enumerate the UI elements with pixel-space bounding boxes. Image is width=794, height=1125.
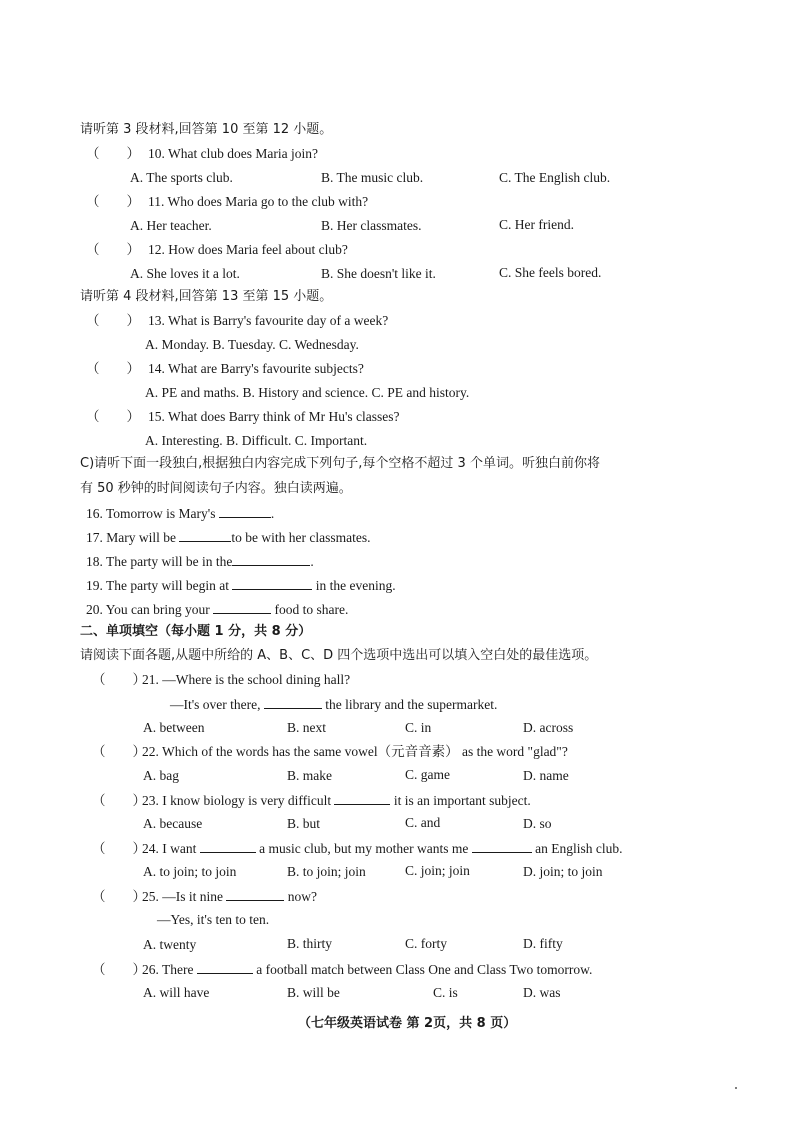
answer-bracket[interactable]: （ ） xyxy=(92,889,146,904)
option-c: C. join; join xyxy=(405,863,470,878)
option-c: C. and xyxy=(405,815,441,830)
question-25 xyxy=(92,887,317,906)
option-a: A. between xyxy=(143,720,205,735)
option-d: D. join; to join xyxy=(523,864,603,879)
option-a: A. Her teacher. xyxy=(130,218,212,233)
question-16 xyxy=(86,504,274,523)
option-a: A. will have xyxy=(143,985,210,1000)
answer-bracket[interactable]: （ ） xyxy=(86,146,140,161)
question-text-end: the library and the supermarket. xyxy=(325,697,498,712)
option-a: A. The sports club. xyxy=(130,170,233,185)
question-23 xyxy=(92,791,531,810)
option-b: B. thirty xyxy=(287,936,333,951)
fill-blank[interactable] xyxy=(264,695,322,709)
options-row: A. Monday. B. Tuesday. C. Wednesday. xyxy=(145,337,359,352)
page-footer: （七年级英语试卷 第 2页，共 8 页） xyxy=(298,1016,517,1031)
fill-blank[interactable] xyxy=(197,960,253,974)
fill-blank[interactable] xyxy=(232,552,310,566)
option-d: D. so xyxy=(523,816,552,831)
question-17 xyxy=(86,528,370,547)
option-a: A. twenty xyxy=(143,937,197,952)
option-d: D. fifty xyxy=(523,936,563,951)
answer-bracket[interactable]: （ ） xyxy=(92,672,146,687)
question-text: 21. —Where is the school dining hall? xyxy=(142,672,351,687)
question-19 xyxy=(86,576,396,595)
answer-bracket[interactable]: （ ） xyxy=(92,793,146,808)
option-d: D. across xyxy=(523,720,574,735)
option-b: B. Her classmates. xyxy=(321,218,422,233)
option-c: C. is xyxy=(433,985,458,1000)
option-b: B. to join; join xyxy=(287,864,366,879)
answer-bracket[interactable]: （ ） xyxy=(92,962,146,977)
question-18 xyxy=(86,552,314,571)
option-a: A. to join; to join xyxy=(143,864,237,879)
answer-bracket[interactable]: （ ） xyxy=(92,744,146,759)
option-b: B. make xyxy=(287,768,332,783)
question-21 xyxy=(92,671,350,689)
question-text: 12. How does Maria feel about club? xyxy=(148,242,348,257)
option-a: A. bag xyxy=(143,768,179,783)
option-c: C. in xyxy=(405,720,432,735)
question-text: 10. What club does Maria join? xyxy=(148,146,318,161)
options-row: A. PE and maths. B. History and science. C. PE and history. xyxy=(145,385,470,400)
question-10 xyxy=(86,145,318,163)
question-text-middle: a music club, but my mother wants me xyxy=(259,841,469,856)
answer-bracket[interactable]: （ ） xyxy=(86,194,140,209)
question-text-end: . xyxy=(270,506,275,521)
option-a: A. because xyxy=(143,816,203,831)
scan-speck xyxy=(735,1087,737,1089)
partC-instructions-line1: C)请听下面一段独白,根据独白内容完成下列句子,每个空格不超过 3 个单词。听独白前你将 xyxy=(80,456,600,471)
question-25-line2: —Yes, it's ten to ten. xyxy=(157,912,270,927)
question-11 xyxy=(86,193,368,211)
option-b: B. next xyxy=(287,720,326,735)
question-text: 18. The party will be in the xyxy=(86,554,233,569)
option-c: C. game xyxy=(405,767,450,782)
section4-intro: 请听第 4 段材料,回答第 13 至第 15 小题。 xyxy=(80,289,333,304)
question-text-end: now? xyxy=(287,889,317,904)
question-20 xyxy=(86,600,348,619)
fill-blank[interactable] xyxy=(200,839,256,853)
section2-title: 二、单项填空（每小题 1 分，共 8 分） xyxy=(80,624,312,639)
question-text: 23. I know biology is very difficult xyxy=(142,793,332,808)
fill-blank[interactable] xyxy=(226,887,284,901)
fill-blank[interactable] xyxy=(232,576,312,590)
fill-blank[interactable] xyxy=(334,791,390,805)
option-a: A. She loves it a lot. xyxy=(130,266,240,281)
question-text: 20. You can bring your xyxy=(86,602,210,617)
question-text-end: . xyxy=(310,554,314,569)
answer-bracket[interactable]: （ ） xyxy=(92,841,146,856)
option-b: B. will be xyxy=(287,985,340,1000)
question-text: 15. What does Barry think of Mr Hu's classes? xyxy=(148,409,400,424)
option-c: C. forty xyxy=(405,936,447,951)
question-text: 13. What is Barry's favourite day of a week? xyxy=(148,313,389,328)
option-b: B. She doesn't like it. xyxy=(321,266,436,281)
question-text: 11. Who does Maria go to the club with? xyxy=(148,194,369,209)
question-text: 25. —Is it nine xyxy=(142,889,223,904)
question-text-end: in the evening. xyxy=(315,578,396,593)
question-text: 16. Tomorrow is Mary's xyxy=(86,506,216,521)
question-22 xyxy=(92,743,568,761)
question-text: 24. I want xyxy=(142,841,197,856)
option-c: C. She feels bored. xyxy=(499,265,602,280)
option-b: B. but xyxy=(287,816,321,831)
answer-bracket[interactable]: （ ） xyxy=(86,313,140,328)
option-b: B. The music club. xyxy=(321,170,424,185)
question-text: —It's over there, xyxy=(170,697,261,712)
answer-bracket[interactable]: （ ） xyxy=(86,242,140,257)
fill-blank[interactable] xyxy=(219,504,271,518)
answer-bracket[interactable]: （ ） xyxy=(86,409,140,424)
options-row: A. Interesting. B. Difficult. C. Important. xyxy=(145,433,368,448)
fill-blank-2[interactable] xyxy=(472,839,532,853)
question-26 xyxy=(92,960,592,979)
option-c: C. Her friend. xyxy=(499,217,574,232)
question-text: 17. Mary will be xyxy=(86,530,176,545)
question-text: 26. There xyxy=(142,962,194,977)
question-text-end: to be with her classmates. xyxy=(231,530,371,545)
question-12 xyxy=(86,241,348,259)
question-text-end: food to share. xyxy=(274,602,349,617)
option-c: C. The English club. xyxy=(499,170,611,185)
question-text-end: a football match between Class One and Class Two tomorrow. xyxy=(256,962,593,977)
question-text-end: an English club. xyxy=(535,841,623,856)
question-13 xyxy=(86,312,388,330)
question-14 xyxy=(86,360,364,378)
fill-blank[interactable] xyxy=(213,600,271,614)
question-text: 19. The party will begin at xyxy=(86,578,229,593)
question-text-end: it is an important subject. xyxy=(393,793,531,808)
option-d: D. name xyxy=(523,768,569,783)
question-15 xyxy=(86,408,400,426)
option-d: D. was xyxy=(523,985,561,1000)
section2-instructions: 请阅读下面各题,从题中所给的 A、B、C、D 四个选项中选出可以填入空白处的最佳选项。 xyxy=(80,648,598,663)
question-24 xyxy=(92,839,622,858)
question-21-line2 xyxy=(170,695,497,714)
fill-blank[interactable] xyxy=(179,528,231,542)
question-text: 22. Which of the words has the same vowel（元音音素） as the word "glad"? xyxy=(142,744,568,759)
question-text: 14. What are Barry's favourite subjects? xyxy=(148,361,364,376)
section3-intro: 请听第 3 段材料,回答第 10 至第 12 小题。 xyxy=(80,122,333,137)
partC-instructions-line2: 有 50 秒钟的时间阅读句子内容。独白读两遍。 xyxy=(80,481,352,496)
answer-bracket[interactable]: （ ） xyxy=(86,361,140,376)
